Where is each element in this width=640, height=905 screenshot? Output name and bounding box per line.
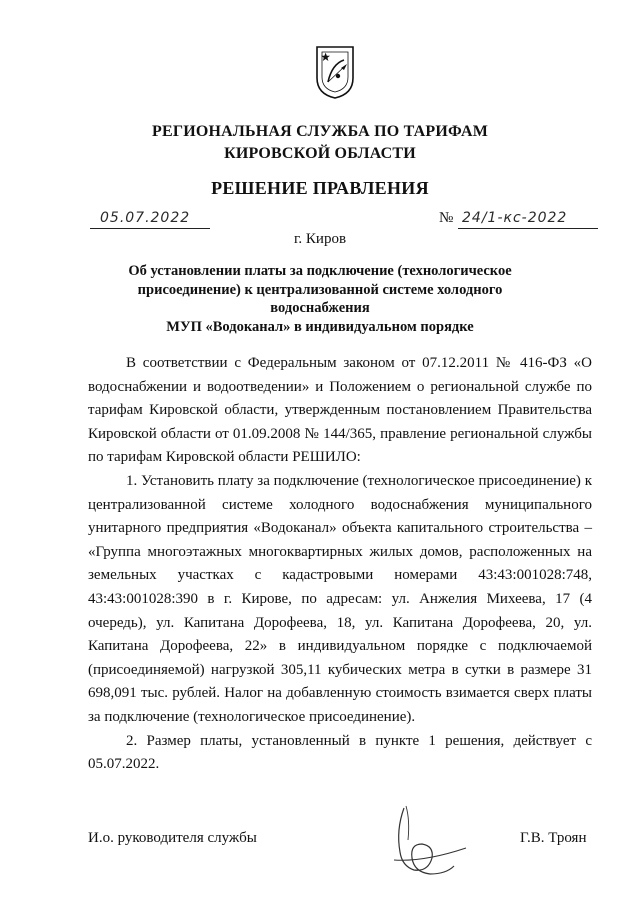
number-sign: № (439, 210, 454, 226)
body-preamble: В соответствии с Федеральным законом от 07.12.2011 № 416-ФЗ «О водоснабжении и водоотведении» и Положением о региональной службе по тарифам Кировской области, утвержденным постановлением Правительства Кировской области от 01.09.2008 № 144/365, правление региональной службы по тарифам Кировской области РЕШИЛО: (88, 355, 592, 466)
subject-line1: Об установлении платы за подключение (технологическое (128, 263, 512, 279)
body-item-1: 1. Установить плату за подключение (технологическое присоединение) к централизованной системе холодного водоснабжения муниципального унитарного предприятия «Водоканал» объекта капитального строительства – «Группа многоэтажных многоквартирных жилых домов, расположенных на земельных участках с кадастровыми номерами 43:43:001028:748, 43:43:001028:390 в г. Кирове, по адресам: ул. Анжелия Михеева, 17 (4 очередь), ул. Капитана Дорофеева, 18, ул. Капитана Дорофеева, 20, ул. Капитана Дорофеева, 22» в индивидуальном порядке с подключаемой (присоединяемой) нагрузкой 305,11 кубических метра в сутки в размере 31 698,091 тыс. рублей. Налог на добавленную стоимость взимается сверх платы за подключение (технологическое присоединение). (88, 472, 592, 725)
document-date: 05.07.2022 (100, 210, 191, 226)
date-underline (90, 228, 210, 229)
number-underline (458, 228, 598, 229)
kirov-coat-of-arms-icon (314, 44, 356, 100)
handwritten-signature-icon (384, 800, 474, 890)
signatory-name: Г.В. Троян (520, 830, 587, 846)
document-city: г. Киров (293, 231, 347, 247)
organization-name-line2: КИРОВСКОЙ ОБЛАСТИ (224, 145, 416, 162)
organization-name-line1: РЕГИОНАЛЬНАЯ СЛУЖБА ПО ТАРИФАМ (151, 123, 489, 140)
signatory-role: И.о. руководителя службы (88, 830, 257, 846)
document-body (88, 352, 592, 777)
document-title: РЕШЕНИЕ ПРАВЛЕНИЯ (211, 178, 429, 198)
body-item-2: 2. Размер платы, установленный в пункте 1 решения, действует с 05.07.2022. (88, 732, 592, 773)
document-number: 24/1-кс-2022 (462, 210, 568, 226)
document-subject (120, 262, 520, 336)
subject-line2: присоединение) к централизованной системе холодного водоснабжения (137, 281, 503, 316)
subject-line3: МУП «Водоканал» в индивидуальном порядке (166, 318, 474, 335)
